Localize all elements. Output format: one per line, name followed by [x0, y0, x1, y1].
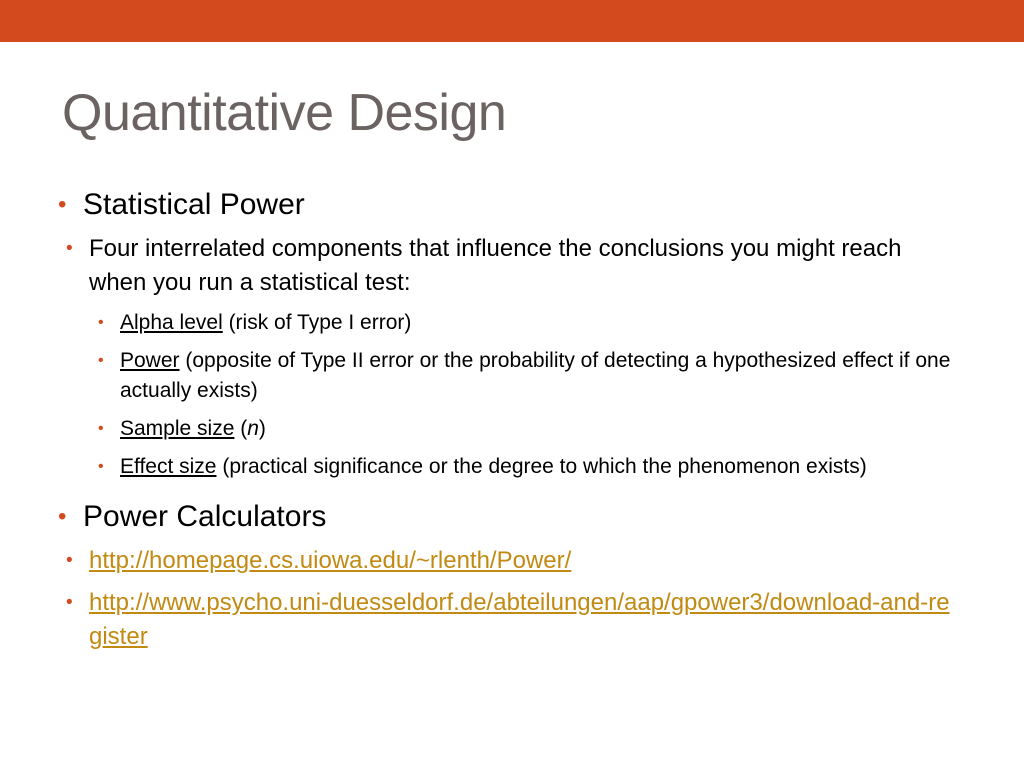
- link-gpower-download[interactable]: http://www.psycho.uni-duesseldorf.de/abteilungen/aap/gpower3/download-and-register: [89, 589, 950, 650]
- bullet-dot-icon: •: [58, 191, 67, 218]
- sub-sub-bullet-alpha-level: [58, 308, 958, 338]
- bullet-dot-icon: •: [66, 550, 73, 571]
- term-power: Power: [120, 349, 180, 372]
- sub-sub-bullet-power: [58, 346, 958, 406]
- sub-bullet-text: Four interrelated components that influence the conclusions you might reach when you run a statistical test:: [89, 235, 902, 296]
- slide-title: Quantitative Design: [62, 84, 507, 142]
- term-description: (risk of Type I error): [222, 311, 412, 334]
- sub-bullet-link-uiowa: [58, 544, 958, 578]
- bullet-statistical-power: [58, 186, 958, 224]
- bullet-dot-icon: •: [98, 420, 104, 437]
- bullet-dot-icon: •: [58, 503, 67, 530]
- bullet-dot-icon: •: [98, 458, 104, 475]
- bullet-dot-icon: •: [66, 238, 73, 259]
- bullet-power-calculators: [58, 498, 958, 536]
- term-alpha-level: Alpha level: [120, 311, 223, 334]
- term-description-italic: n: [247, 417, 259, 440]
- term-sample-size: Sample size: [120, 417, 235, 440]
- term-description-close: ): [258, 417, 266, 440]
- bullet-list: [58, 186, 958, 654]
- term-description-open: (: [234, 417, 248, 440]
- sub-sub-bullet-sample-size: [58, 414, 958, 444]
- link-uiowa-power[interactable]: http://homepage.cs.uiowa.edu/~rlenth/Power/: [89, 547, 572, 574]
- sub-bullet-components: [58, 232, 958, 300]
- bullet-dot-icon: •: [66, 592, 73, 613]
- term-description: (practical significance or the degree to which the phenomenon exists): [216, 455, 867, 478]
- bullet-text: Statistical Power: [83, 188, 305, 221]
- bullet-text: Power Calculators: [83, 500, 327, 533]
- bullet-dot-icon: •: [98, 314, 104, 331]
- bullet-dot-icon: •: [98, 352, 104, 369]
- term-effect-size: Effect size: [120, 455, 217, 478]
- sub-sub-bullet-effect-size: [58, 452, 958, 482]
- sub-bullet-link-gpower: [58, 586, 958, 654]
- accent-bar: [0, 0, 1024, 42]
- term-description: (opposite of Type II error or the probability of detecting a hypothesized effect if one actually exists): [120, 349, 951, 402]
